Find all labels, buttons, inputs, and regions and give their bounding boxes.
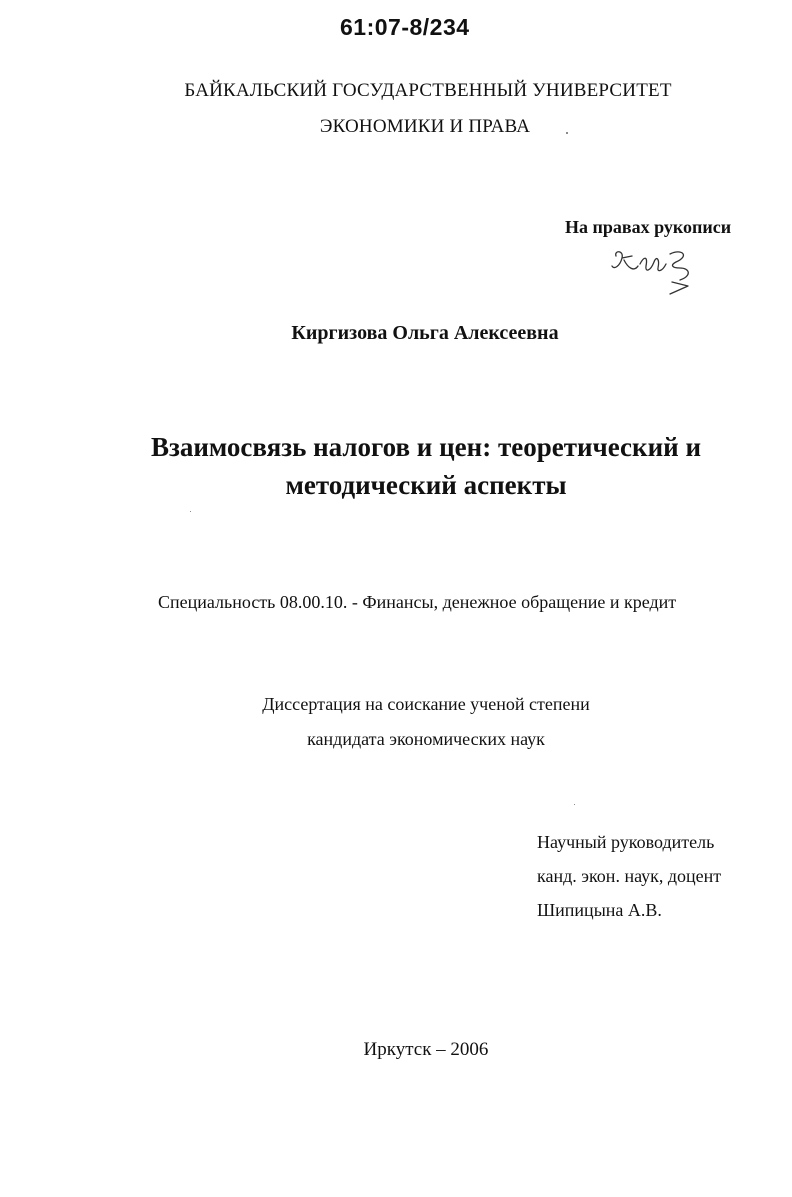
specialty: Специальность 08.00.10. - Финансы, денежное обращение и кредит — [158, 592, 677, 612]
university-name-line-2: ЭКОНОМИКИ И ПРАВА — [319, 116, 531, 137]
dissertation-title-line-1: Взаимосвязь налогов и цен: теоретический и — [150, 432, 702, 462]
manuscript-rights-note: На правах рукописи — [565, 217, 732, 237]
dissertation-title-line-2: методический аспекты — [285, 470, 567, 500]
place-and-year: Иркутск – 2006 — [363, 1039, 489, 1060]
degree-statement-line-1: Диссертация на соискание ученой степени — [262, 694, 590, 714]
scan-speck — [574, 804, 575, 805]
advisor-name: Шипицына А.В. — [537, 900, 662, 920]
catalog-number: 61:07-8/234 — [340, 14, 470, 40]
university-name-line-1: БАЙКАЛЬСКИЙ ГОСУДАРСТВЕННЫЙ УНИВЕРСИТЕТ — [184, 80, 672, 101]
degree-statement-line-2: кандидата экономических наук — [307, 729, 545, 749]
scan-speck — [190, 511, 191, 512]
scan-speck — [566, 132, 568, 134]
advisor-degree: канд. экон. наук, доцент — [537, 866, 722, 886]
author-name: Киргизова Ольга Алексеевна — [291, 322, 559, 344]
advisor-role: Научный руководитель — [537, 832, 715, 852]
handwritten-signature — [610, 246, 700, 296]
